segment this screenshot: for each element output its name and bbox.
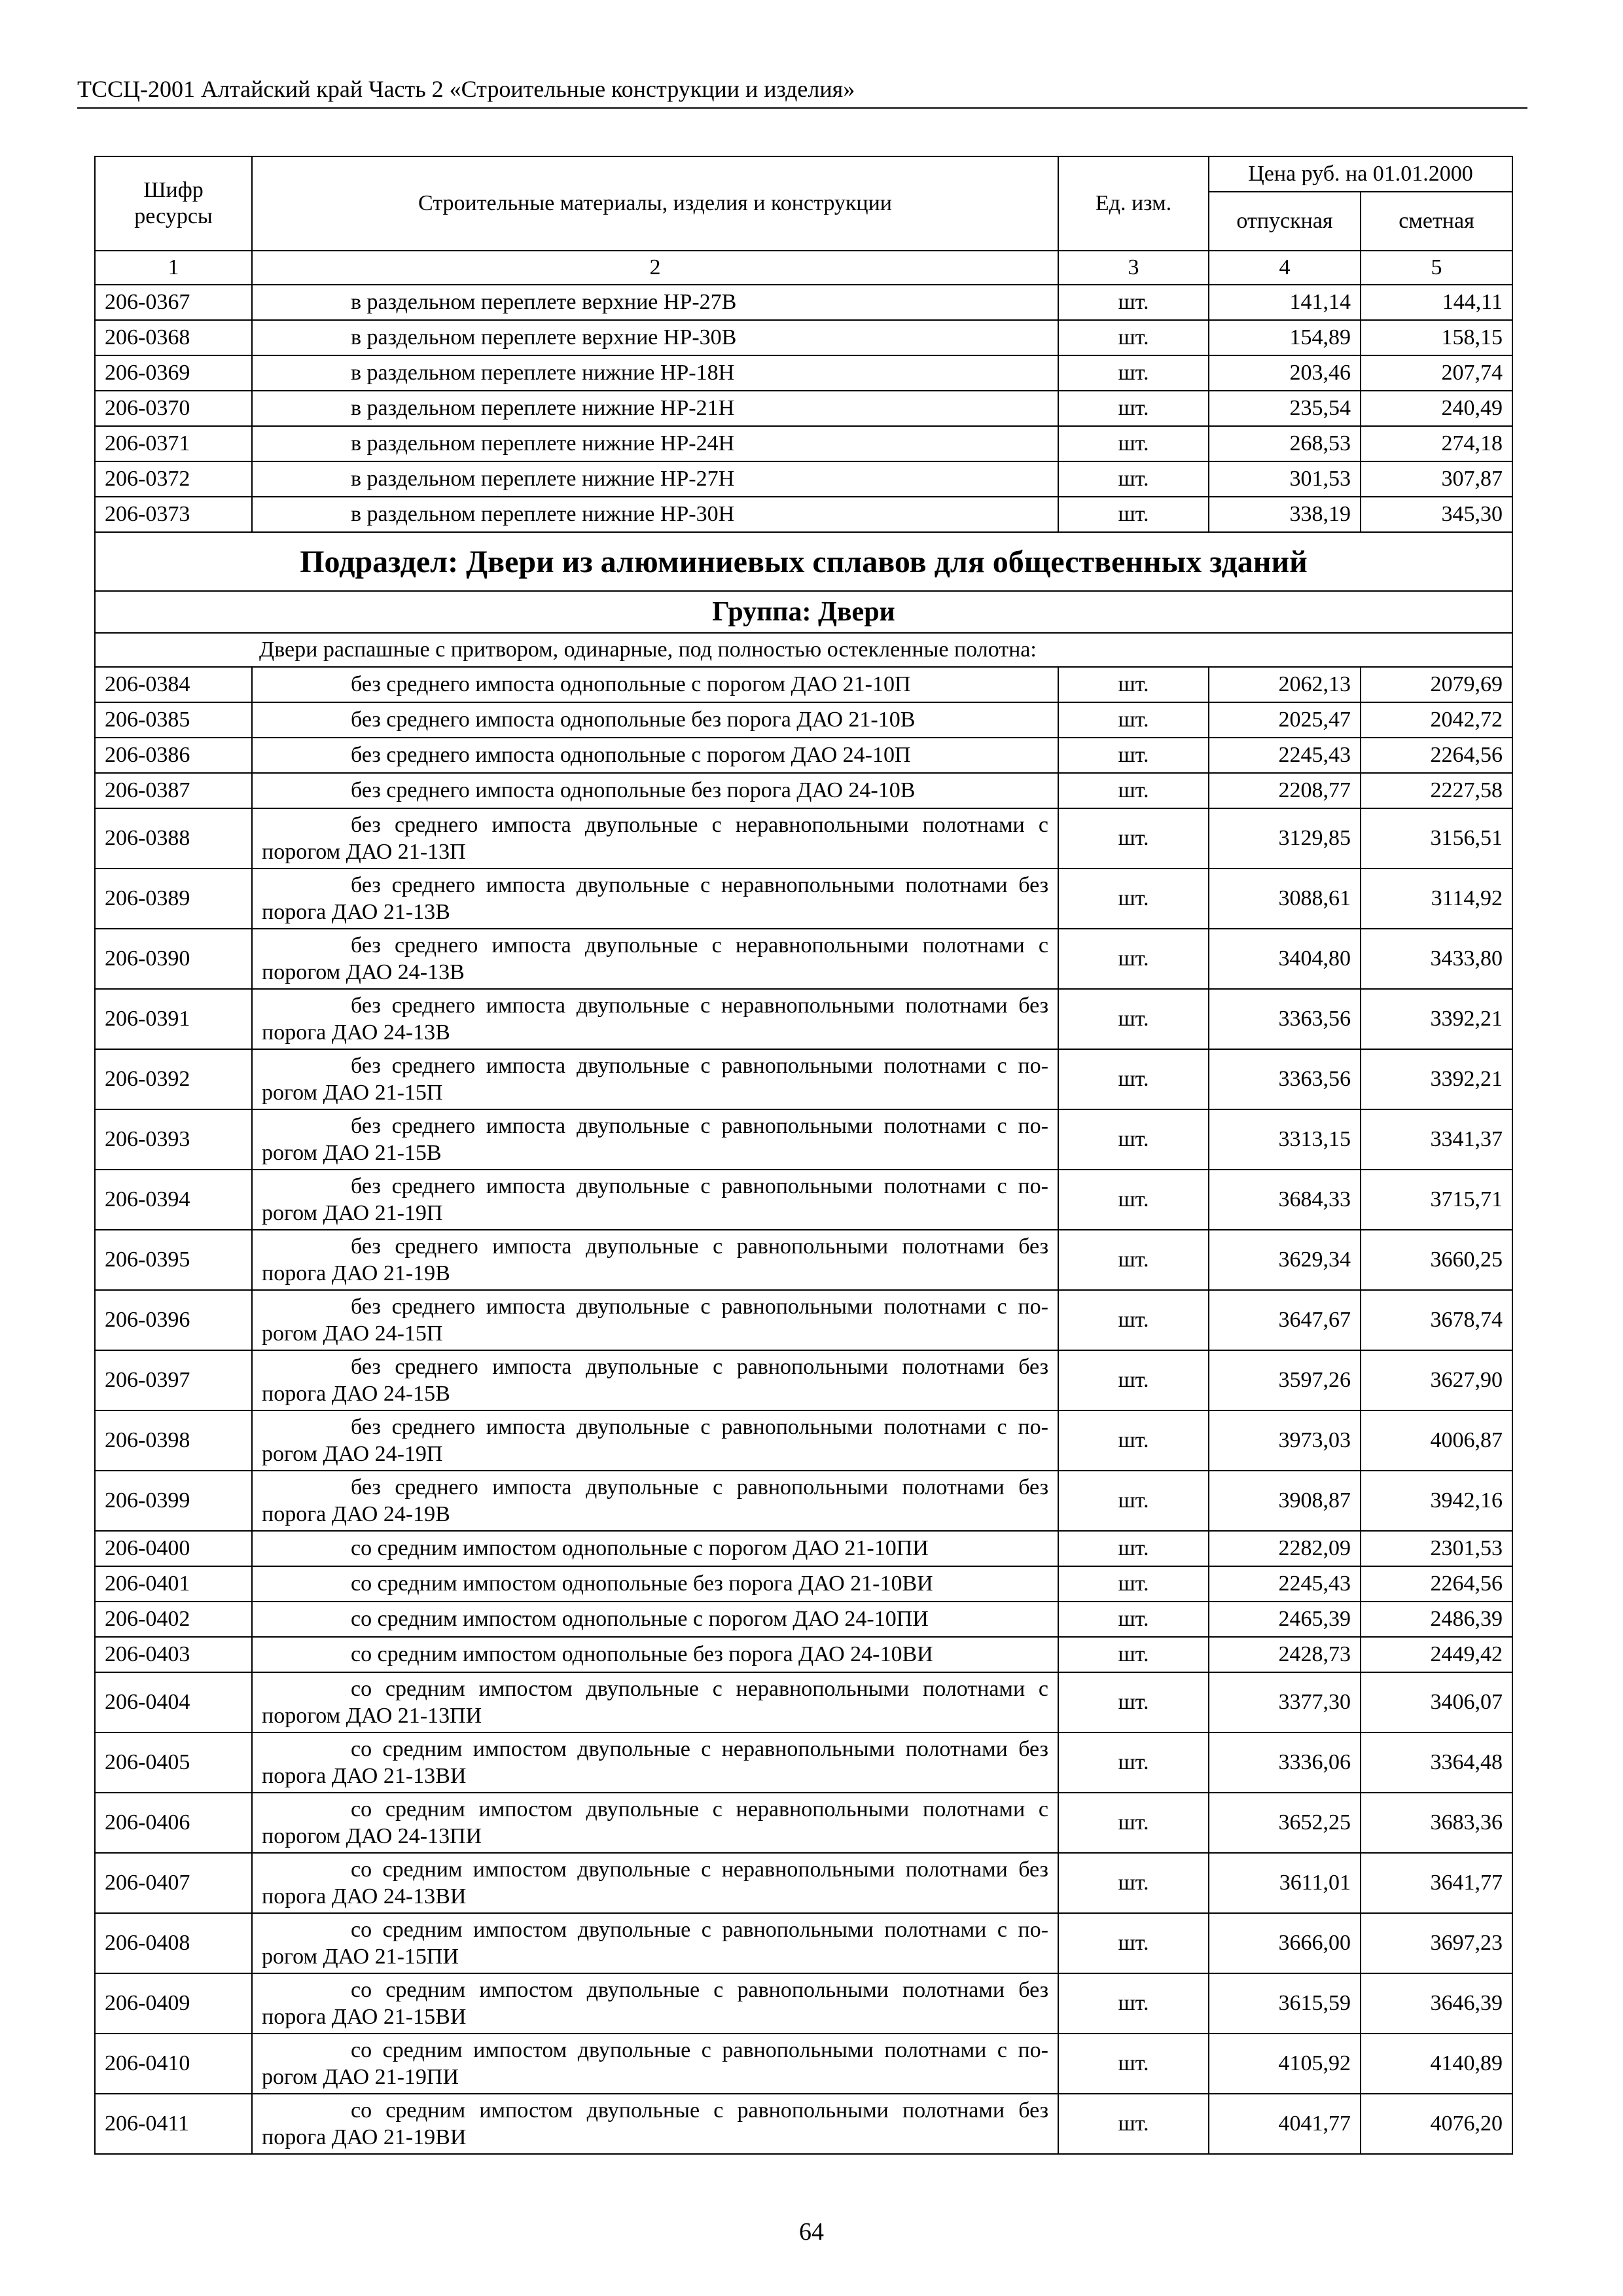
subsection-title: Подраздел: Двери из алюминиевых сплавов для общественных зданий [95, 532, 1512, 591]
row-name [252, 808, 1058, 869]
row-estimate-price: 3683,36 [1361, 1793, 1512, 1853]
row-release-price: 3652,25 [1209, 1793, 1361, 1853]
table-row [95, 1672, 1512, 1732]
row-code: 206-0389 [95, 869, 252, 929]
row-release-price: 2245,43 [1209, 1566, 1361, 1602]
row-code: 206-0402 [95, 1602, 252, 1637]
row-unit: шт. [1058, 738, 1209, 773]
row-release-price: 3088,61 [1209, 869, 1361, 929]
row-estimate-price: 4140,89 [1361, 2034, 1512, 2094]
row-name [252, 1471, 1058, 1531]
row-unit: шт. [1058, 1350, 1209, 1410]
rows-main [95, 667, 1512, 2154]
row-estimate-price: 3715,71 [1361, 1170, 1512, 1230]
row-release-price: 3908,87 [1209, 1471, 1361, 1531]
table-row [95, 702, 1512, 738]
table-row [95, 461, 1512, 497]
row-unit: шт. [1058, 2094, 1209, 2154]
table-row [95, 1973, 1512, 2034]
row-code: 206-0394 [95, 1170, 252, 1230]
row-unit: шт. [1058, 1602, 1209, 1637]
row-unit: шт. [1058, 1637, 1209, 1672]
row-estimate-price: 3392,21 [1361, 1049, 1512, 1109]
row-release-price: 235,54 [1209, 391, 1361, 426]
row-estimate-price: 2449,42 [1361, 1637, 1512, 1672]
row-name [252, 1853, 1058, 1913]
table-row [95, 1049, 1512, 1109]
row-name: со средним импостом однопольные с порогом ДАО 21-10ПИ [252, 1531, 1058, 1566]
row-release-price: 3647,67 [1209, 1290, 1361, 1350]
row-name-text: без среднего импоста двупольные с равнопольными полотнами без порога ДАО 24-15В [262, 1355, 1048, 1406]
row-code: 206-0385 [95, 702, 252, 738]
row-release-price: 301,53 [1209, 461, 1361, 497]
row-code: 206-0411 [95, 2094, 252, 2154]
row-name: в раздельном переплете нижние НР-24Н [252, 426, 1058, 461]
row-unit: шт. [1058, 1913, 1209, 1973]
row-code: 206-0393 [95, 1109, 252, 1170]
col-header-name: Строительные материалы, изделия и конструкции [252, 156, 1058, 251]
row-name-text: со средним импостом двупольные с неравнопольными полотнами с порогом ДАО 24-13ПИ [262, 1797, 1048, 1848]
row-estimate-price: 4006,87 [1361, 1410, 1512, 1471]
row-unit: шт. [1058, 2034, 1209, 2094]
group-note: Двери распашные с притвором, одинарные, под полностью остекленные полотна: [95, 633, 1512, 667]
price-table [94, 156, 1513, 2155]
row-estimate-price: 207,74 [1361, 355, 1512, 391]
row-code: 206-0373 [95, 497, 252, 532]
row-estimate-price: 3341,37 [1361, 1109, 1512, 1170]
row-name [252, 1672, 1058, 1732]
col-number: 4 [1209, 251, 1361, 285]
row-estimate-price: 144,11 [1361, 285, 1512, 320]
row-unit: шт. [1058, 497, 1209, 532]
row-unit: шт. [1058, 1732, 1209, 1793]
row-name-text: без среднего импоста двупольные с равнопольными полотнами с по-рогом ДАО 24-19П [262, 1415, 1048, 1466]
row-release-price: 268,53 [1209, 426, 1361, 461]
row-unit: шт. [1058, 461, 1209, 497]
row-estimate-price: 274,18 [1361, 426, 1512, 461]
row-name: в раздельном переплете верхние НР-30В [252, 320, 1058, 355]
row-unit: шт. [1058, 1230, 1209, 1290]
row-code: 206-0400 [95, 1531, 252, 1566]
row-code: 206-0390 [95, 929, 252, 989]
row-name-text: со средним импостом двупольные с равнопольными полотнами с по-рогом ДАО 21-19ПИ [262, 2038, 1048, 2089]
table-row [95, 989, 1512, 1049]
row-code: 206-0396 [95, 1290, 252, 1350]
row-release-price: 2208,77 [1209, 773, 1361, 808]
table-row [95, 1109, 1512, 1170]
col-header-unit: Ед. изм. [1058, 156, 1209, 251]
row-release-price: 2062,13 [1209, 667, 1361, 702]
row-code: 206-0367 [95, 285, 252, 320]
row-estimate-price: 3406,07 [1361, 1672, 1512, 1732]
row-unit: шт. [1058, 667, 1209, 702]
row-code: 206-0384 [95, 667, 252, 702]
table-row [95, 1602, 1512, 1637]
row-code: 206-0387 [95, 773, 252, 808]
row-code: 206-0398 [95, 1410, 252, 1471]
row-name [252, 1732, 1058, 1793]
row-unit: шт. [1058, 989, 1209, 1049]
table-row [95, 1793, 1512, 1853]
row-unit: шт. [1058, 929, 1209, 989]
row-estimate-price: 3433,80 [1361, 929, 1512, 989]
row-code: 206-0369 [95, 355, 252, 391]
row-estimate-price: 2042,72 [1361, 702, 1512, 738]
row-estimate-price: 3114,92 [1361, 869, 1512, 929]
row-unit: шт. [1058, 1672, 1209, 1732]
row-release-price: 3363,56 [1209, 1049, 1361, 1109]
row-unit: шт. [1058, 1109, 1209, 1170]
row-release-price: 3404,80 [1209, 929, 1361, 989]
row-unit: шт. [1058, 1410, 1209, 1471]
row-estimate-price: 2264,56 [1361, 1566, 1512, 1602]
row-unit: шт. [1058, 869, 1209, 929]
row-unit: шт. [1058, 1471, 1209, 1531]
row-name [252, 1170, 1058, 1230]
row-estimate-price: 3627,90 [1361, 1350, 1512, 1410]
row-name [252, 929, 1058, 989]
row-estimate-price: 3641,77 [1361, 1853, 1512, 1913]
row-name [252, 1350, 1058, 1410]
page-number: 64 [799, 2218, 824, 2246]
row-unit: шт. [1058, 702, 1209, 738]
table-row [95, 1170, 1512, 1230]
col-header-price-group: Цена руб. на 01.01.2000 [1209, 156, 1512, 192]
table-row [95, 869, 1512, 929]
row-name: в раздельном переплете верхние НР-27В [252, 285, 1058, 320]
col-number: 5 [1361, 251, 1512, 285]
table-row [95, 1230, 1512, 1290]
row-estimate-price: 3392,21 [1361, 989, 1512, 1049]
col-header-release: отпускная [1209, 192, 1361, 251]
row-name [252, 1793, 1058, 1853]
row-unit: шт. [1058, 391, 1209, 426]
running-header: ТССЦ-2001 Алтайский край Часть 2 «Строительные конструкции и изделия» [77, 73, 1527, 109]
table-row [95, 1350, 1512, 1410]
row-estimate-price: 3678,74 [1361, 1290, 1512, 1350]
table-row [95, 285, 1512, 320]
table-row [95, 1637, 1512, 1672]
row-code: 206-0392 [95, 1049, 252, 1109]
table-row [95, 426, 1512, 461]
row-name: без среднего импоста однопольные с порогом ДАО 24-10П [252, 738, 1058, 773]
row-name: в раздельном переплете нижние НР-27Н [252, 461, 1058, 497]
row-release-price: 338,19 [1209, 497, 1361, 532]
row-name [252, 869, 1058, 929]
row-code: 206-0371 [95, 426, 252, 461]
row-name: со средним импостом однопольные с порогом ДАО 24-10ПИ [252, 1602, 1058, 1637]
row-release-price: 3973,03 [1209, 1410, 1361, 1471]
row-name: со средним импостом однопольные без порога ДАО 21-10ВИ [252, 1566, 1058, 1602]
row-name-text: со средним импостом двупольные с неравнопольными полотнами без порога ДАО 21-13ВИ [262, 1737, 1048, 1788]
row-release-price: 3129,85 [1209, 808, 1361, 869]
table-row [95, 667, 1512, 702]
row-code: 206-0399 [95, 1471, 252, 1531]
row-name-text: без среднего импоста двупольные с равнопольными полотнами с по-рогом ДАО 24-15П [262, 1295, 1048, 1346]
row-unit: шт. [1058, 320, 1209, 355]
row-name: без среднего импоста однопольные без порога ДАО 21-10В [252, 702, 1058, 738]
row-name [252, 1913, 1058, 1973]
row-release-price: 2245,43 [1209, 738, 1361, 773]
row-estimate-price: 3156,51 [1361, 808, 1512, 869]
row-estimate-price: 2079,69 [1361, 667, 1512, 702]
row-release-price: 3363,56 [1209, 989, 1361, 1049]
row-estimate-price: 307,87 [1361, 461, 1512, 497]
table-row [95, 2094, 1512, 2154]
table-row [95, 355, 1512, 391]
row-code: 206-0391 [95, 989, 252, 1049]
row-unit: шт. [1058, 1853, 1209, 1913]
row-code: 206-0405 [95, 1732, 252, 1793]
row-release-price: 2428,73 [1209, 1637, 1361, 1672]
row-release-price: 2465,39 [1209, 1602, 1361, 1637]
row-unit: шт. [1058, 426, 1209, 461]
col-number: 1 [95, 251, 252, 285]
row-estimate-price: 3697,23 [1361, 1913, 1512, 1973]
row-unit: шт. [1058, 1170, 1209, 1230]
row-name [252, 2094, 1058, 2154]
row-code: 206-0388 [95, 808, 252, 869]
row-estimate-price: 3646,39 [1361, 1973, 1512, 2034]
row-name-text: со средним импостом двупольные с неравнопольными полотнами без порога ДАО 24-13ВИ [262, 1857, 1048, 1909]
row-estimate-price: 3364,48 [1361, 1732, 1512, 1793]
row-code: 206-0409 [95, 1973, 252, 2034]
row-release-price: 154,89 [1209, 320, 1361, 355]
row-release-price: 2025,47 [1209, 702, 1361, 738]
row-unit: шт. [1058, 808, 1209, 869]
row-code: 206-0372 [95, 461, 252, 497]
row-estimate-price: 2486,39 [1361, 1602, 1512, 1637]
row-estimate-price: 345,30 [1361, 497, 1512, 532]
row-name [252, 1230, 1058, 1290]
col-header-code: Шифр ресурсы [95, 156, 252, 251]
table-row [95, 1410, 1512, 1471]
row-code: 206-0386 [95, 738, 252, 773]
row-release-price: 2282,09 [1209, 1531, 1361, 1566]
row-code: 206-0407 [95, 1853, 252, 1913]
row-name-text: со средним импостом двупольные с равнопольными полотнами с по-рогом ДАО 21-15ПИ [262, 1918, 1048, 1969]
row-code: 206-0395 [95, 1230, 252, 1290]
row-release-price: 4041,77 [1209, 2094, 1361, 2154]
row-name: в раздельном переплете нижние НР-30Н [252, 497, 1058, 532]
row-unit: шт. [1058, 355, 1209, 391]
row-code: 206-0368 [95, 320, 252, 355]
row-estimate-price: 240,49 [1361, 391, 1512, 426]
table-row [95, 738, 1512, 773]
row-name [252, 989, 1058, 1049]
row-release-price: 3629,34 [1209, 1230, 1361, 1290]
row-estimate-price: 2301,53 [1361, 1531, 1512, 1566]
row-release-price: 3597,26 [1209, 1350, 1361, 1410]
row-release-price: 3336,06 [1209, 1732, 1361, 1793]
row-name-text: без среднего импоста двупольные с неравнопольными полотнами без порога ДАО 24-13В [262, 994, 1048, 1045]
row-estimate-price: 3660,25 [1361, 1230, 1512, 1290]
col-number: 3 [1058, 251, 1209, 285]
row-estimate-price: 4076,20 [1361, 2094, 1512, 2154]
table-row [95, 808, 1512, 869]
row-name [252, 1109, 1058, 1170]
row-release-price: 4105,92 [1209, 2034, 1361, 2094]
col-header-estimate: сметная [1361, 192, 1512, 251]
row-unit: шт. [1058, 1793, 1209, 1853]
table-row [95, 320, 1512, 355]
row-name [252, 1410, 1058, 1471]
row-release-price: 3666,00 [1209, 1913, 1361, 1973]
row-name-text: со средним импостом двупольные с равнопольными полотнами без порога ДАО 21-19ВИ [262, 2098, 1048, 2149]
row-code: 206-0370 [95, 391, 252, 426]
row-estimate-price: 3942,16 [1361, 1471, 1512, 1531]
group-title: Группа: Двери [95, 591, 1512, 633]
row-code: 206-0406 [95, 1793, 252, 1853]
row-release-price: 3615,59 [1209, 1973, 1361, 2034]
table-row [95, 1913, 1512, 1973]
rows-top [95, 285, 1512, 532]
row-estimate-price: 2227,58 [1361, 773, 1512, 808]
section-headings [95, 532, 1512, 667]
row-name-text: без среднего импоста двупольные с равнопольными полотнами с по-рогом ДАО 21-19П [262, 1174, 1048, 1225]
row-code: 206-0404 [95, 1672, 252, 1732]
row-name: в раздельном переплете нижние НР-21Н [252, 391, 1058, 426]
row-unit: шт. [1058, 1049, 1209, 1109]
row-name-text: без среднего импоста двупольные с равнопольными полотнами без порога ДАО 24-19В [262, 1475, 1048, 1526]
row-unit: шт. [1058, 1531, 1209, 1566]
row-name [252, 1290, 1058, 1350]
table-row [95, 391, 1512, 426]
row-name: без среднего импоста однопольные без порога ДАО 24-10В [252, 773, 1058, 808]
table-row [95, 1732, 1512, 1793]
row-unit: шт. [1058, 1566, 1209, 1602]
row-name-text: без среднего импоста двупольные с неравнопольными полотнами с порогом ДАО 24-13В [262, 933, 1048, 984]
row-name-text: без среднего импоста двупольные с неравнопольными полотнами без порога ДАО 21-13В [262, 873, 1048, 924]
row-release-price: 141,14 [1209, 285, 1361, 320]
row-release-price: 3611,01 [1209, 1853, 1361, 1913]
col-number: 2 [252, 251, 1058, 285]
row-name [252, 1973, 1058, 2034]
column-numbers-row [95, 251, 1512, 285]
row-code: 206-0410 [95, 2034, 252, 2094]
table-row [95, 2034, 1512, 2094]
table-row [95, 1566, 1512, 1602]
table-row [95, 929, 1512, 989]
row-unit: шт. [1058, 1290, 1209, 1350]
row-estimate-price: 2264,56 [1361, 738, 1512, 773]
row-unit: шт. [1058, 1973, 1209, 2034]
row-name: без среднего импоста однопольные с порогом ДАО 21-10П [252, 667, 1058, 702]
row-code: 206-0403 [95, 1637, 252, 1672]
row-release-price: 3313,15 [1209, 1109, 1361, 1170]
row-unit: шт. [1058, 285, 1209, 320]
row-release-price: 203,46 [1209, 355, 1361, 391]
row-name-text: без среднего импоста двупольные с равнопольными полотнами с по-рогом ДАО 21-15В [262, 1114, 1048, 1165]
row-name [252, 2034, 1058, 2094]
row-release-price: 3377,30 [1209, 1672, 1361, 1732]
table-row [95, 1471, 1512, 1531]
table-row [95, 1531, 1512, 1566]
row-name-text: без среднего импоста двупольные с неравнопольными полотнами с порогом ДАО 21-13П [262, 813, 1048, 864]
table-row [95, 497, 1512, 532]
row-unit: шт. [1058, 773, 1209, 808]
row-name-text: без среднего импоста двупольные с равнопольными полотнами без порога ДАО 21-19В [262, 1234, 1048, 1285]
row-name-text: со средним импостом двупольные с равнопольными полотнами без порога ДАО 21-15ВИ [262, 1978, 1048, 2029]
table-row [95, 1290, 1512, 1350]
row-code: 206-0408 [95, 1913, 252, 1973]
row-name: в раздельном переплете нижние НР-18Н [252, 355, 1058, 391]
row-code: 206-0401 [95, 1566, 252, 1602]
row-code: 206-0397 [95, 1350, 252, 1410]
row-estimate-price: 158,15 [1361, 320, 1512, 355]
table-row [95, 1853, 1512, 1913]
table-row [95, 773, 1512, 808]
row-release-price: 3684,33 [1209, 1170, 1361, 1230]
row-name [252, 1049, 1058, 1109]
row-name: со средним импостом однопольные без порога ДАО 24-10ВИ [252, 1637, 1058, 1672]
row-name-text: со средним импостом двупольные с неравнопольными полотнами с порогом ДАО 21-13ПИ [262, 1677, 1048, 1728]
row-name-text: без среднего импоста двупольные с равнопольными полотнами с по-рогом ДАО 21-15П [262, 1054, 1048, 1105]
